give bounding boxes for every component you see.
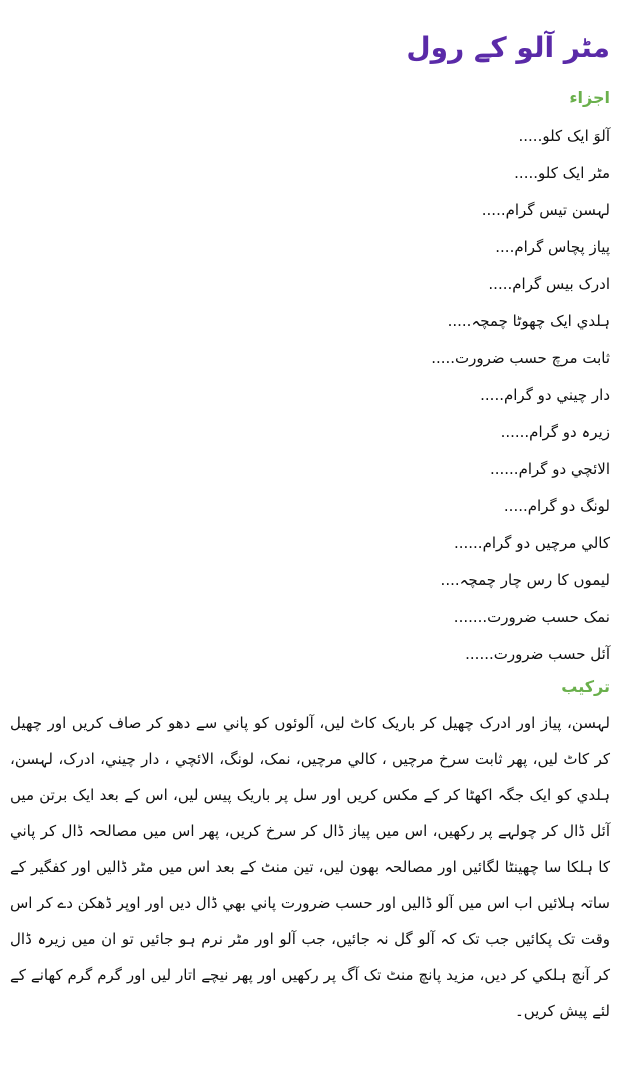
ingredient-item: ادرک بیس گرام..... (488, 275, 610, 293)
ingredients-list (10, 118, 610, 673)
ingredient-item: لیموں کا رس چار چمچہ.... (440, 571, 610, 589)
ingredient-item: مٹر ایک کلو..... (514, 164, 610, 182)
ingredient-item: نمک حسب ضرورت....... (453, 608, 610, 626)
ingredient-item: ہلدي ایک چھوٹا چمچہ..... (447, 312, 610, 330)
ingredient-item: زیرہ دو گرام...... (500, 423, 610, 441)
ingredient-item: کالي مرچیں دو گرام...... (453, 534, 610, 552)
recipe-title: مٹر آلو کے رول (406, 31, 610, 64)
ingredients-heading: اجزاء (569, 88, 610, 107)
ingredient-item: پیاز پچاس گرام.... (495, 238, 610, 256)
ingredient-item: لونگ دو گرام..... (503, 497, 610, 515)
ingredient-item: آلوَ ایک کلو..... (518, 127, 610, 145)
ingredient-item: لہسن تیس گرام..... (481, 201, 610, 219)
ingredient-item: ثابت مرچ حسب ضرورت..... (431, 349, 610, 367)
ingredient-item: دار چیني دو گرام..... (480, 386, 610, 404)
ingredient-item: آئل حسب ضرورت...... (465, 645, 610, 663)
method-paragraph: لہسن، پیاز اور ادرک چھیل کر باریک کاٹ لیں، آلوئوں کو پاني سے دھو کر صاف کریں اور چھیل کر کاٹ لیں، پھر ثابت سرخ مرچیں ، کالي مرچیں، نمک، لونگ، الائچي ، دار چیني، ادرک، لہسن، ہلدي کو ایک جگہ اکھٹا کر کے مکس کریں اور سل پر باریک پیس لیں، اس کے بعد ایک برتن میں آئل ڈال کر چولہے پر رکھیں، اس میں پیاز ڈال کر سرخ کریں، پھر اس میں مصالحہ ڈال کر پاني کا ہلکا سا چھینٹا لگائیں اور مصالحہ بھون لیں، تین منٹ کے بعد اس میں مٹر ڈالیں اور کفگیر کے ساتہ ہلائیں اب اس میں آلو ڈالیں اور حسب ضرورت پاني بھي ڈال دیں اور اوپر ڈھکن دے کر اس وقت تک پکائیں جب تک کہ آلو گل نہ جائیں، جب آلو اور مٹر نرم ہو جائیں تو ان میں زیرہ ڈال کر آنچ ہلکي کر دیں، مزید پانچ منٹ تک آگ پر رکھیں اور پھر نیچے اتار لیں اور گرم گرم کھانے کے لئے پیش کریں۔ (9, 714, 610, 1020)
method-heading: ترکیب (561, 677, 610, 696)
ingredient-item: الائچي دو گرام...... (489, 460, 610, 478)
